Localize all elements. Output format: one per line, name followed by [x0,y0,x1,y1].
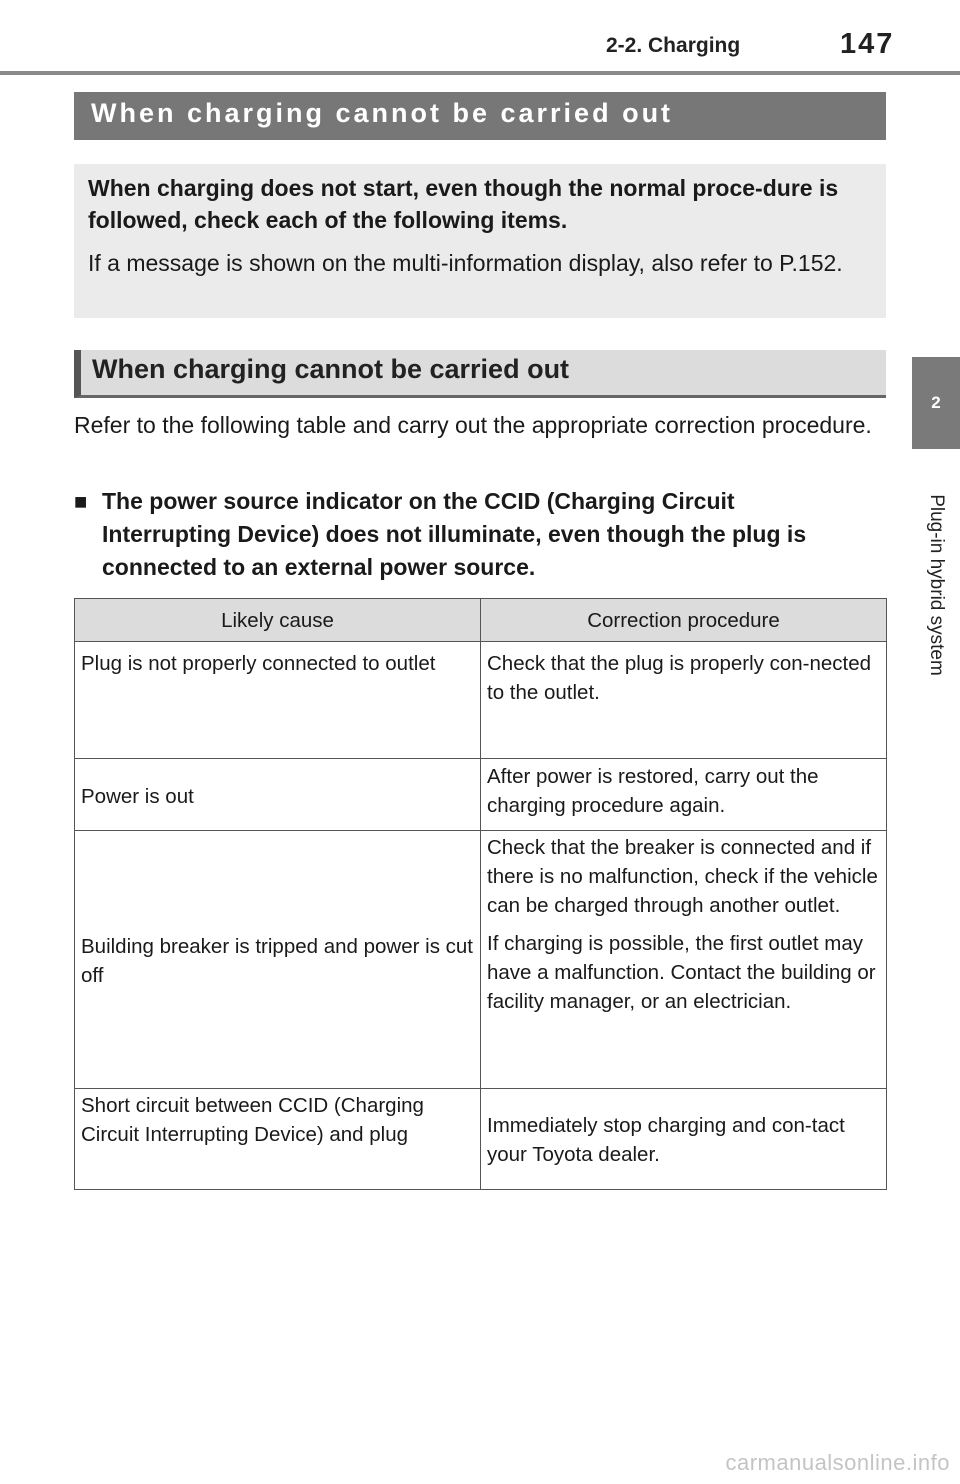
table-row [75,831,887,1089]
correction-text: Immediately stop charging and con-tact your Toyota dealer. [487,1114,845,1166]
cause-cell [75,1089,481,1190]
correction-text: Check that the breaker is connected and if there is no malfunction, check if the vehicle can be charged through another outlet. [487,836,878,917]
correction-cell [481,1089,887,1190]
cause-text: Power is out [81,784,194,808]
cause-cell [75,759,481,831]
body-paragraph: Refer to the following table and carry out the appropriate correction procedure. [74,412,872,438]
correction-text: Check that the plug is properly con-nected to the outlet. [487,652,872,704]
title-banner-text: When charging cannot be carried out [91,98,674,128]
watermark: carmanualsonline.info [725,1450,950,1475]
cause-cell [75,831,481,1089]
title-banner [74,92,886,140]
table-row [75,759,887,831]
table-header-correction: Correction procedure [481,599,887,642]
correction-text: If charging is possible, the first outlet may have a malfunction. Contact the building or facility manager, or an electrician. [487,932,876,1013]
intro-box [74,164,886,318]
correction-cell [481,642,887,759]
chapter-tab [912,357,960,449]
bullet-text: The power source indicator on the CCID (Charging Circuit Interrupting Device) does not illuminate, even though the plug is connected to an external power source. [102,488,807,580]
bullet-item [74,485,864,584]
cause-text: Short circuit between CCID (Charging Circuit Interrupting Device) and plug [81,1094,424,1146]
subheading [74,350,886,398]
table-header-cause: Likely cause [75,599,481,642]
intro-text: If a message is shown on the multi-information display, also refer to P.152. [88,250,843,276]
chapter-number: 2 [931,393,941,412]
header-rule [0,71,960,75]
table-row [75,1089,887,1190]
bullet-square-icon: ■ [74,489,88,514]
table-header-row [75,599,887,642]
section-title: 2-2. Charging [606,34,741,57]
subheading-text: When charging cannot be carried out [92,354,570,384]
intro-bold-text: When charging does not start, even though the normal proce-dure is followed, check each of the following items. [88,175,839,233]
correction-cell [481,759,887,831]
table-row [75,642,887,759]
page-number: 147 [840,28,895,60]
correction-text: After power is restored, carry out the charging procedure again. [487,765,819,817]
correction-cell [481,831,887,1089]
chapter-title-vertical [912,460,960,710]
troubleshooting-table [74,598,887,1190]
cause-text: Plug is not properly connected to outlet [81,652,436,675]
cause-cell [75,642,481,759]
chapter-title: Plug-in hybrid system [926,494,947,676]
cause-text: Building breaker is tripped and power is cut off [81,934,473,987]
